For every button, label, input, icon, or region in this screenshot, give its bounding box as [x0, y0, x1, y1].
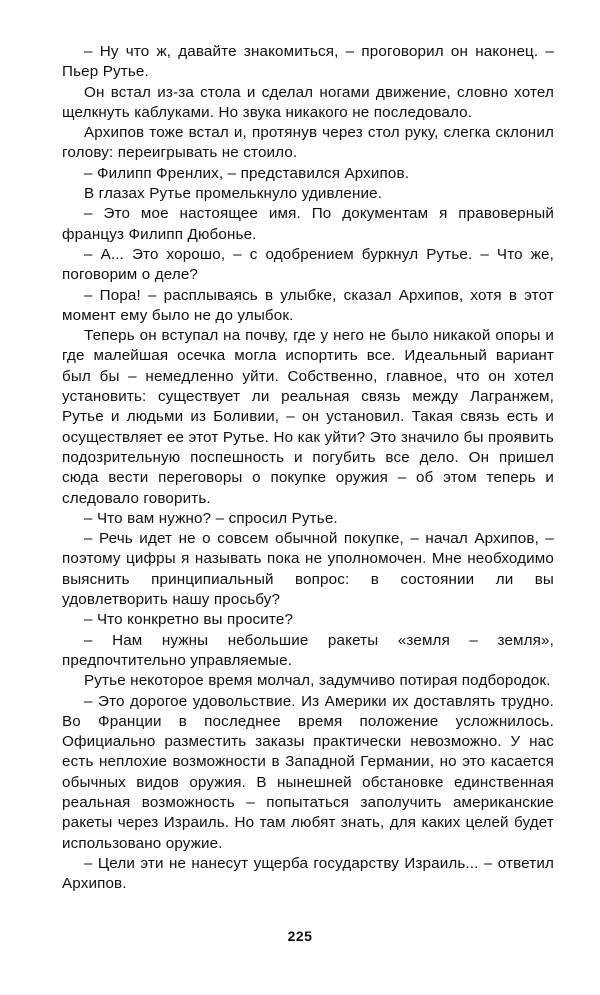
paragraph: – Пора! – расплываясь в улыбке, сказал Архипов, хотя в этот момент ему было не до улыбок.	[62, 286, 554, 324]
paragraph: – А... Это хорошо, – с одобрением буркнул Рутье. – Что же, поговорим о деле?	[62, 245, 554, 284]
paragraph: В глазах Рутье промелькнуло удивление.	[84, 185, 383, 203]
paragraph: Он встал из-за стола и сделал ногами движение, словно хотел щелкнуть каблуками. Но звука никакого не последовало.	[62, 83, 554, 121]
paragraph: Рутье некоторое время молчал, задумчиво потирая подбородок.	[84, 672, 551, 690]
paragraph: – Филипп Френлих, – представился Архипов.	[84, 164, 410, 182]
page-number: 225	[287, 928, 313, 944]
paragraph: – Речь идет не о совсем обычной покупке, – начал Архипов, – поэтому цифры я называть пока не уполномочен. Мне необходимо выяснить принципиальный вопрос: в состоянии ли вы удовлетворить нашу просьбу?	[62, 530, 554, 609]
paragraph: – Нам нужны небольшие ракеты «земля – земля», предпочтительно управляемые.	[62, 631, 554, 669]
paragraph: Теперь он вступал на почву, где у него не было никакой опоры и где малейшая осечка могла испортить все. Идеальный вариант был бы – немедленно уйти. Собственно, главное, что он хотел установить: существует ли реальная связь между Лагранжем, Рутье и людьми из Боливии, – он установил. Такая связь есть и осуществляет ее этот Рутье. Но как уйти? Это значило бы проявить подозрительную поспешность и погубить все дело. Он пришел сюда вести переговоры о покупке оружия – об этом теперь и следовало говорить.	[62, 327, 554, 507]
paragraph: Архипов тоже встал и, протянув через стол руку, слегка склонил голову: переигрывать не стоило.	[62, 124, 554, 162]
paragraph: – Ну что ж, давайте знакомиться, – проговорил он наконец. – Пьер Рутье.	[62, 43, 554, 81]
paragraph: – Цели эти не нанесут ущерба государству Израиль... – ответил Архипов.	[62, 854, 554, 893]
paragraph: – Что конкретно вы просите?	[84, 611, 294, 629]
page-text	[62, 42, 554, 894]
paragraph: – Это мое настоящее имя. По документам я правоверный француз Филипп Дюбонье.	[62, 205, 554, 243]
paragraph: – Что вам нужно? – спросил Рутье.	[84, 509, 338, 527]
paragraph: – Это дорогое удовольствие. Из Америки их доставлять трудно. Во Франции в последнее время положение усложнилось. Официально разместить заказы практически невозможно. У нас есть неплохие возможности в Западной Германии, но это касается обычных видов оружия. В нынешней обстановке единственная реальная возможность – попытаться заполучить американские ракеты через Израиль. Но там любят знать, для каких целей будет использовано оружие.	[62, 692, 554, 852]
